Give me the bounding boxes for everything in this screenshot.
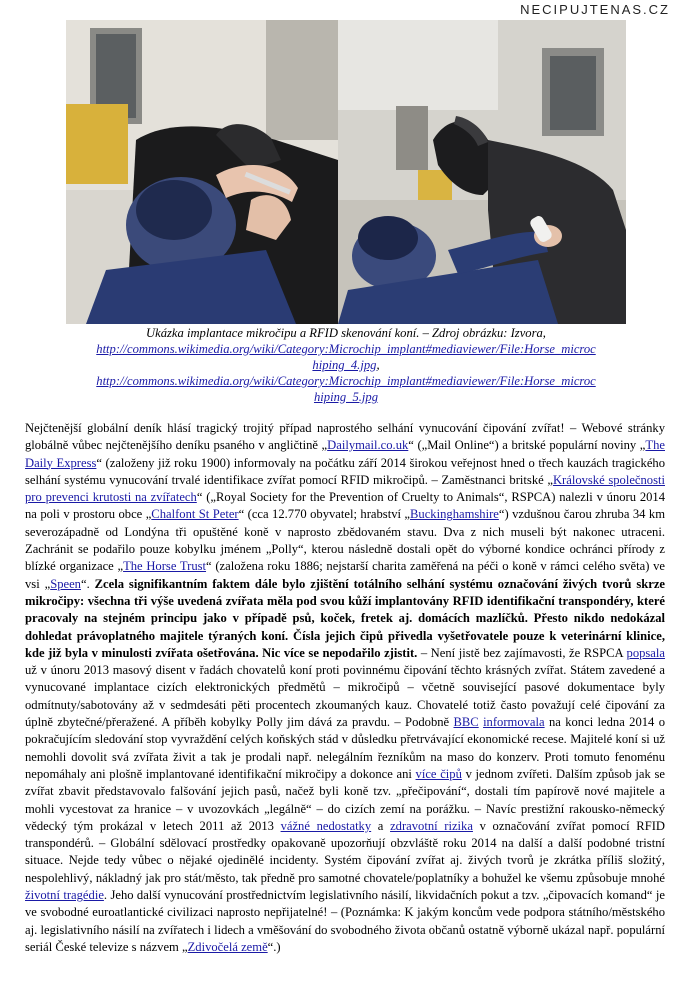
article-text: a [371, 818, 391, 833]
link-vice-cipu[interactable]: více čipů [415, 766, 462, 781]
link-horse-trust[interactable]: The Horse Trust [123, 559, 207, 574]
photo-horse-rfid-scan [338, 20, 626, 324]
caption-source-link-1[interactable]: http://commons.wikimedia.org/wiki/Category:Microchip_implant#mediaviewer/File:Horse_microc hiping_4.jpg [96, 342, 596, 372]
article-text: . Jeho další vynucování prostřednictvím legislativního násilí, likvidačních pokut a tzv. „čipovacích komand“ je ve svobodné euroatlantické civilizaci naprosto nepřijatelné! – (Poznámka: K jakým koncům vede podpora státního/městského aj. legislativního násilí na zvířatech i lidech a vměšování do svobodného života občanů ostatně výborně ukázal např. populární seriál České televize s názvem „ [25, 888, 665, 954]
article-bold-text: Zcela signifikantním faktem dále bylo zjištění totálního selhání systému označování živých tvorů skrze mikročipy: všechna tři výše uvedená zvířata měla pod svou kůží implantovány RFID identifikační transpondéry, které pracovaly na stejném principu jako v případě psů, koček, fretek aj. domácích mazlíčků. Přesto nikdo nedokázal dohledat právoplatného majitele týraných koní. Čísla jejich čipů přivedla vyšetřovatele pouze k veterinární klinice, kde již byla v minulosti zvířata ošetřována. Nic více se nepodařilo zjistit. [25, 576, 665, 660]
article-text: “ (cca 12.770 obyvatel; hrabství „ [238, 507, 411, 522]
article-text: “ („Royal Society for the Prevention of Cruelty to Animals“, RSPCA) nalezli v únoru 2014 na poli v prostoru obce „ [25, 490, 666, 522]
link-speen[interactable]: Speen [50, 576, 81, 591]
link-rspca[interactable]: Královské společnosti pro prevenci krutosti na zvířatech [25, 472, 665, 505]
photo-strip [66, 20, 626, 324]
article-text: už v únoru 2013 masový disent v řadách chovatelů koní proti povinnému čipování těchto krásných zvířat. Státem zavedené a vynucované implantace cizích elektronických předmětů – mikročipů – včetně související pasové dokumentace byly odmítnuty/sabotovány až v sedmdesáti pěti procentech zkoumaných kauz. Chovatelé totiž často považují celé čipování za úplně zbytečné/přeražené. A příběh kobylky Polly jim dává za pravdu. – Podobně [25, 663, 665, 730]
link-buckinghamshire[interactable]: Buckinghamshire [410, 507, 499, 522]
image-caption [64, 325, 628, 405]
article-text: “) vzdušnou čarou zhruba 34 km severozápadně od Londýna tři opuštěné koně v naprosto zbědovaném stavu. Dva z nich museli být nakonec utraceni. Zachránit se podařilo pouze kobylku jménem „Polly“, kterou následně dostali opět do výborné kondice ochránci přírody z blízké organizace „ [25, 507, 666, 574]
article-text: Nejčtenější globální deník hlásí tragický trojitý případ naprostého selhání vynucování čipování zvířat! – Webové stránky globálně vůbec nejčtenějšího deníku psaného v angličtině „ [25, 421, 665, 453]
article-text: “ (založena roku 1886; nejstarší charita zaměřená na péči o koně v rámci celého světa) ve vsi „ [25, 559, 665, 591]
link-chalfont-st-peter[interactable]: Chalfont St Peter [151, 507, 239, 522]
photo-horse-chip-implant [66, 20, 338, 324]
caption-text: Ukázka implantace mikročipu a RFID skenování koní. – Zdroj obrázku: Izvora, [146, 326, 546, 340]
link-bbc[interactable]: BBC [453, 715, 479, 730]
link-zdivocela-zeme[interactable]: Zdivočelá země [187, 939, 268, 954]
article-text: v jednom zvířeti. Dalším způsob jak se zvířat zbavit představovalo falšování jejich pasů, načež byli koně tzv. „přečipování“, dostali tím papírově nové majitele a mohli vycestovat za hranice – v uvozovkách „legálně“ – do cizích zemí na porážku. – Navíc prestižní rakousko-německý vědecký tým prokázal v letech 2011 až 2013 [25, 766, 665, 833]
article-text: “ („Mail Online“) a britské populární noviny „ [408, 438, 646, 453]
article-text: – Není jistě bez zajímavosti, že RSPCA [417, 645, 627, 660]
link-vazne-nedostatky[interactable]: vážné nedostatky [280, 818, 372, 833]
link-dailymail[interactable]: Dailymail.co.uk [327, 438, 409, 453]
article-text: na konci ledna 2014 o pokračujícím sledování stop vyvraždění celých koňských stád v důsledku přetrvávající ekonomické recese. Majitelé koní si už nemohli dovolit svá zvířata živit a tak je prodali např. nelegálním řezníkům na maso do konzerv. Proti tomuto fenoménu nepomáhaly ani plošně implantované identifikační mikročipy a dokonce ani [25, 715, 665, 781]
link-popsala[interactable]: popsala [626, 645, 665, 660]
caption-source-link-2[interactable]: http://commons.wikimedia.org/wiki/Category:Microchip_implant#mediaviewer/File:Horse_microc hiping_5.jpg [96, 374, 596, 404]
site-label: NECIPUJTENAS.CZ [520, 2, 670, 17]
link-daily-express[interactable]: The Daily Express [25, 438, 665, 470]
article-text: “.) [267, 939, 281, 954]
article-text: v označování zvířat pomocí RFID transpondérů. – Globální sdělovací prostředky opakovaně upozorňují obzvláště roku 2014 na další a další podobné tristní situace. Nejde tedy vůbec o nějaké ojedinělé incidenty. Systém čipování zvířat aj. živých tvorů je zkrátka příliš složitý, nespolehlivý, nákladný jak pro stát/město, tak předně pro samotné chovatele/poplatníky a bohužel ke všemu způsobuje mnohé [25, 818, 665, 885]
article-text: “ (založeny již roku 1900) informovaly na počátku září 2014 širokou veřejnost hned o třech kauzách tragického selhání systému vynucování trvalé identifikace zvířat pomocí RFID mikročipů. – Zaměstnanci britské „ [25, 455, 666, 487]
link-informovala[interactable]: informovala [483, 715, 545, 730]
caption-comma: , [376, 358, 380, 372]
link-zdravotni-rizika[interactable]: zdravotní rizika [390, 818, 473, 833]
article-body [25, 420, 665, 956]
photo-horse-rfid-scan-icon [338, 20, 626, 324]
link-zivotni-tragedie[interactable]: životní tragédie [25, 888, 104, 903]
photo-horse-chip-implant-icon [66, 20, 338, 324]
article-text: “. [80, 576, 95, 591]
